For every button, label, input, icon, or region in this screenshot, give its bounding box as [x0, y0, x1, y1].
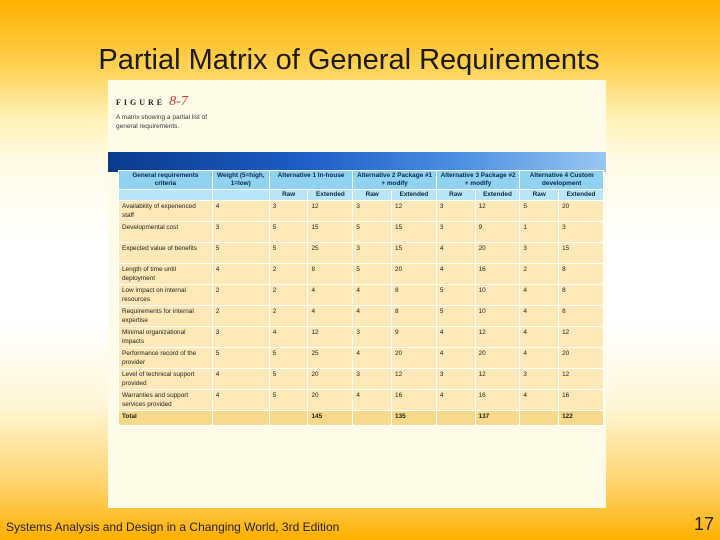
table-row — [119, 327, 604, 348]
criterion-cell: Low impact on internal resources — [119, 285, 213, 306]
total-cell: 122 — [559, 411, 604, 426]
table-row — [119, 243, 604, 264]
extended-score-cell: 10 — [475, 285, 520, 306]
extended-score-cell: 16 — [559, 390, 604, 411]
extended-score-cell: 12 — [392, 201, 437, 222]
weight-cell: 4 — [212, 201, 269, 222]
alternative-header: Alternative 2 Package #1 + modify — [353, 171, 437, 190]
total-cell: 145 — [308, 411, 353, 426]
raw-score-cell: 4 — [353, 390, 392, 411]
criteria-header: General requirements criteria — [119, 171, 213, 190]
raw-score-cell: 3 — [353, 201, 392, 222]
raw-score-cell: 5 — [269, 390, 308, 411]
extended-score-cell: 4 — [308, 306, 353, 327]
raw-score-cell: 4 — [520, 390, 559, 411]
footer-text: Systems Analysis and Design in a Changing World, 3rd Edition — [6, 520, 340, 534]
table-row — [119, 285, 604, 306]
weight-cell: 3 — [212, 327, 269, 348]
weight-cell: 3 — [212, 222, 269, 243]
figure-number: 8-7 — [169, 94, 188, 109]
alternative-header: Alternative 4 Custom development — [520, 171, 604, 190]
table-row — [119, 306, 604, 327]
extended-score-cell: 16 — [475, 264, 520, 285]
raw-score-cell: 5 — [436, 306, 475, 327]
matrix-body — [119, 201, 604, 426]
raw-score-cell: 5 — [269, 369, 308, 390]
raw-score-cell: 3 — [436, 201, 475, 222]
raw-score-cell: 3 — [520, 243, 559, 264]
extended-score-cell: 20 — [392, 348, 437, 369]
criterion-cell: Availability of experienced staff — [119, 201, 213, 222]
extended-score-cell: 20 — [559, 201, 604, 222]
raw-score-cell: 3 — [436, 222, 475, 243]
raw-score-cell: 5 — [353, 222, 392, 243]
criterion-cell: Length of time until deployment — [119, 264, 213, 285]
alternative-header: Alternative 3 Package #2 + modify — [436, 171, 520, 190]
extended-score-cell: 8 — [559, 264, 604, 285]
raw-header: Raw — [436, 190, 475, 201]
raw-score-cell: 4 — [269, 327, 308, 348]
extended-score-cell: 12 — [392, 369, 437, 390]
total-row — [119, 411, 604, 426]
table-row — [119, 348, 604, 369]
extended-score-cell: 4 — [308, 285, 353, 306]
extended-score-cell: 20 — [308, 369, 353, 390]
extended-score-cell: 12 — [475, 201, 520, 222]
figure-image — [108, 80, 606, 508]
raw-score-cell: 4 — [353, 348, 392, 369]
raw-score-cell: 4 — [353, 306, 392, 327]
extended-score-cell: 15 — [559, 243, 604, 264]
extended-score-cell: 15 — [392, 222, 437, 243]
total-cell: 137 — [475, 411, 520, 426]
weight-cell: 4 — [212, 390, 269, 411]
raw-score-cell: 3 — [436, 369, 475, 390]
extended-score-cell: 15 — [392, 243, 437, 264]
raw-score-cell: 3 — [353, 369, 392, 390]
figure-caption: A matrix showing a partial list of general requirements. — [116, 114, 208, 130]
raw-score-cell: 3 — [269, 201, 308, 222]
extended-score-cell: 8 — [308, 264, 353, 285]
raw-score-cell: 1 — [520, 222, 559, 243]
extended-score-cell: 25 — [308, 243, 353, 264]
extended-score-cell: 12 — [475, 327, 520, 348]
raw-score-cell: 5 — [436, 285, 475, 306]
header-band — [108, 152, 606, 172]
raw-score-cell: 4 — [436, 327, 475, 348]
raw-score-cell: 5 — [269, 222, 308, 243]
requirements-matrix — [118, 170, 604, 426]
raw-score-cell: 2 — [269, 306, 308, 327]
extended-header: Extended — [475, 190, 520, 201]
criterion-cell: Minimal organizational impacts — [119, 327, 213, 348]
page-number: 17 — [693, 514, 714, 534]
extended-score-cell: 9 — [392, 327, 437, 348]
subheader-row — [119, 190, 604, 201]
raw-score-cell: 4 — [436, 390, 475, 411]
raw-score-cell: 4 — [520, 348, 559, 369]
raw-score-cell: 3 — [353, 243, 392, 264]
table-row — [119, 201, 604, 222]
table-row — [119, 264, 604, 285]
extended-score-cell: 20 — [475, 348, 520, 369]
extended-score-cell: 12 — [308, 201, 353, 222]
weight-cell: 2 — [212, 285, 269, 306]
extended-score-cell: 16 — [392, 390, 437, 411]
extended-score-cell: 12 — [559, 327, 604, 348]
raw-score-cell: 3 — [520, 369, 559, 390]
raw-score-cell: 4 — [436, 348, 475, 369]
extended-score-cell: 12 — [559, 369, 604, 390]
extended-score-cell: 15 — [308, 222, 353, 243]
raw-score-cell: 5 — [269, 348, 308, 369]
extended-score-cell: 3 — [559, 222, 604, 243]
extended-score-cell: 12 — [475, 369, 520, 390]
extended-header: Extended — [308, 190, 353, 201]
table-row — [119, 369, 604, 390]
raw-header: Raw — [269, 190, 308, 201]
weight-cell: 4 — [212, 264, 269, 285]
extended-score-cell: 16 — [475, 390, 520, 411]
raw-score-cell: 2 — [269, 264, 308, 285]
slide-title: Partial Matrix of General Requirements — [98, 44, 600, 76]
extended-score-cell: 10 — [475, 306, 520, 327]
extended-score-cell: 25 — [308, 348, 353, 369]
alternative-header: Alternative 1 In-house — [269, 171, 353, 190]
extended-score-cell: 20 — [559, 348, 604, 369]
raw-score-cell: 4 — [520, 285, 559, 306]
weight-cell: 5 — [212, 243, 269, 264]
raw-score-cell: 4 — [520, 327, 559, 348]
weight-cell: 2 — [212, 306, 269, 327]
extended-score-cell: 12 — [308, 327, 353, 348]
weight-header: Weight (5=high, 1=low) — [212, 171, 269, 190]
criterion-cell: Warranties and support services provided — [119, 390, 213, 411]
table-row — [119, 222, 604, 243]
raw-header: Raw — [520, 190, 559, 201]
raw-score-cell: 3 — [353, 327, 392, 348]
total-cell: 135 — [392, 411, 437, 426]
weight-cell: 5 — [212, 348, 269, 369]
extended-score-cell: 8 — [559, 285, 604, 306]
total-label: Total — [119, 411, 213, 426]
raw-score-cell: 5 — [520, 201, 559, 222]
weight-cell: 4 — [212, 369, 269, 390]
criterion-cell: Performance record of the provider — [119, 348, 213, 369]
raw-score-cell: 2 — [269, 285, 308, 306]
raw-score-cell: 5 — [353, 264, 392, 285]
extended-header: Extended — [392, 190, 437, 201]
figure-heading — [116, 92, 188, 110]
table-row — [119, 390, 604, 411]
raw-score-cell: 4 — [353, 285, 392, 306]
raw-score-cell: 4 — [436, 264, 475, 285]
raw-score-cell: 4 — [520, 306, 559, 327]
raw-score-cell: 5 — [269, 243, 308, 264]
extended-score-cell: 9 — [475, 222, 520, 243]
raw-score-cell: 4 — [436, 243, 475, 264]
extended-score-cell: 20 — [308, 390, 353, 411]
criterion-cell: Developmental cost — [119, 222, 213, 243]
figure-label: FIGURE — [116, 98, 166, 107]
extended-header: Extended — [559, 190, 604, 201]
criterion-cell: Expected value of benefits — [119, 243, 213, 264]
extended-score-cell: 20 — [392, 264, 437, 285]
extended-score-cell: 20 — [475, 243, 520, 264]
raw-header: Raw — [353, 190, 392, 201]
extended-score-cell: 8 — [392, 285, 437, 306]
raw-score-cell: 2 — [520, 264, 559, 285]
criterion-cell: Level of technical support provided — [119, 369, 213, 390]
criterion-cell: Requirements for internal expertise — [119, 306, 213, 327]
extended-score-cell: 8 — [392, 306, 437, 327]
extended-score-cell: 8 — [559, 306, 604, 327]
